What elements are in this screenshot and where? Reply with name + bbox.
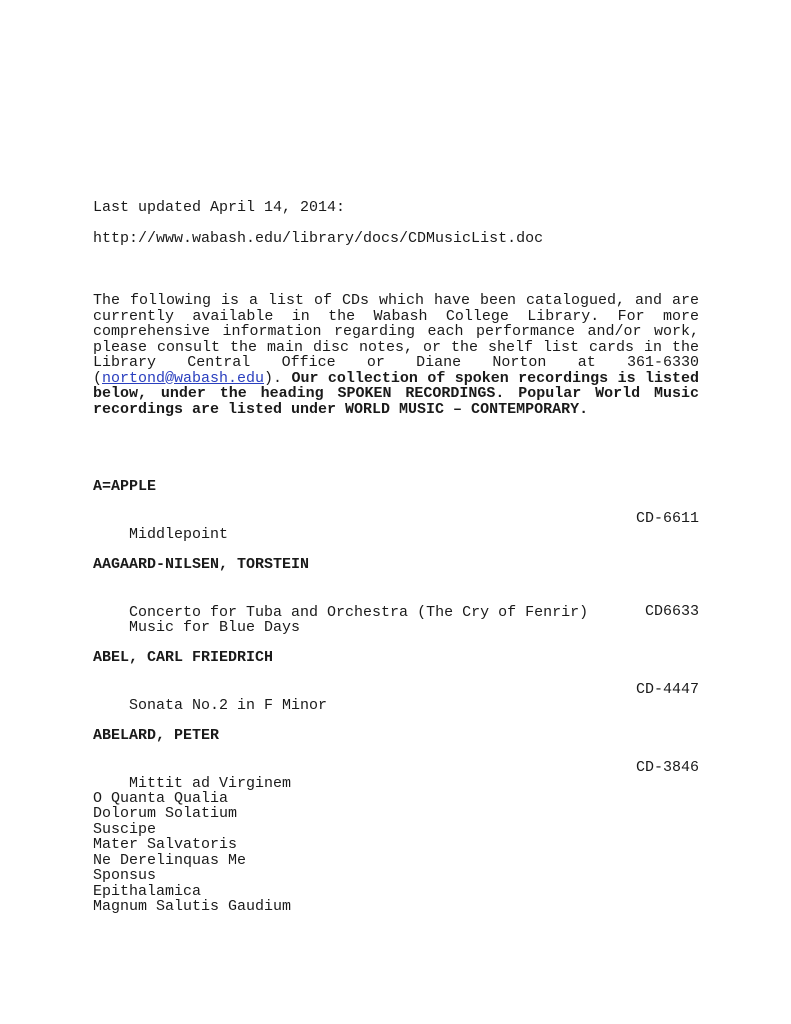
composer-heading: AAGAARD-NILSEN, TORSTEIN (93, 556, 310, 573)
work-title: Music for Blue Days (129, 619, 301, 636)
composer-heading: ABELARD, PETER (93, 727, 220, 744)
work-title: Magnum Salutis Gaudium (93, 898, 292, 915)
intro-paragraph (93, 293, 699, 417)
work-row (93, 853, 699, 869)
cd-number: CD-3846 (635, 759, 699, 776)
work-row (93, 868, 699, 884)
work-title: Suscipe (93, 821, 157, 838)
work-row (93, 806, 699, 822)
email-link[interactable]: nortond@wabash.edu (102, 369, 265, 387)
intro-text: The following is a list of CDs which have been catalogued, and are currently available in the Wabash College Library. For more comprehensive information regarding each performance and/or work, please consult the main disc notes, or the shelf list cards in the Library Central Office or Diane Norton at 361-6330 ( (93, 292, 699, 387)
composer-heading: ABEL, CARL FRIEDRICH (93, 649, 274, 666)
work-title: Sponsus (93, 867, 157, 884)
work-title: Mater Salvatoris (93, 836, 238, 853)
intro-text-end: ). (264, 369, 283, 387)
work-title: O Quanta Qualia (93, 790, 229, 807)
work-title: Mittit ad Virginem (129, 775, 292, 792)
work-row (93, 837, 699, 853)
cd-number: CD6633 (644, 603, 699, 620)
work-title: Sonata No.2 in F Minor (129, 697, 328, 714)
composer-heading: A=APPLE (93, 478, 157, 495)
cd-number: CD-4447 (635, 681, 699, 698)
last-updated-text: Last updated April 14, 2014: (93, 199, 346, 216)
work-title: Ne Derelinquas Me (93, 852, 247, 869)
work-title: Middlepoint (129, 526, 229, 543)
work-title: Concerto for Tuba and Orchestra (The Cry of Fenrir) (129, 604, 589, 621)
document-url[interactable]: http://www.wabash.edu/library/docs/CDMusicList.doc (93, 230, 544, 247)
intro-bold-text: Our collection of spoken recordings is listed below, under the heading SPOKEN RECORDINGS. Popular World Music recordings are listed under WORLD MUSIC – CONTEMPORARY. (93, 369, 699, 418)
cd-number: CD-6611 (635, 510, 699, 527)
work-row (93, 899, 699, 915)
work-title: Dolorum Solatium (93, 805, 238, 822)
work-title: Epithalamica (93, 883, 202, 900)
